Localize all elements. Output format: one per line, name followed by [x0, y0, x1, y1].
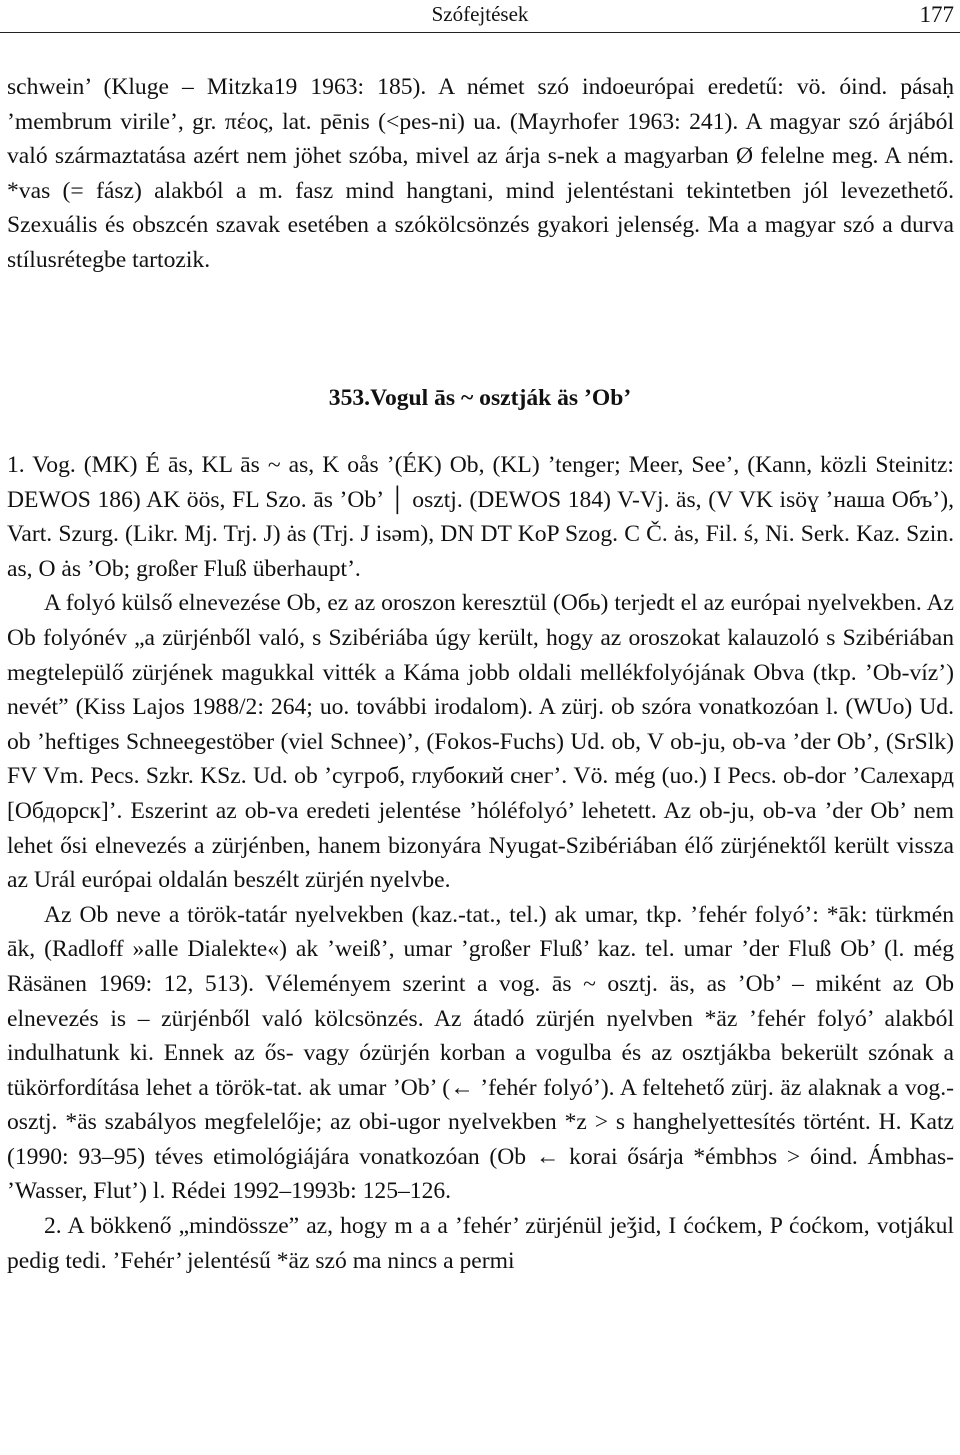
paragraph-1: 1. Vog. (MK) É ās, KL ās ~ as, K oås ’(ÉK) Ob, (KL) ’tenger; Meer, See’, (Kann, közli Steinitz: DEWOS 186) AK öös, FL Szo. ās ’Ob’ │ osztj. (DEWOS 184) V-Vj. äs, (V VK isöɣ ’наша Объ’), Vart. Szurg. (Likr. Mj. Trj. J) ȧs (Trj. J isəm), DN DT KoP Szog. C Č. ȧs, Fil. ś, Ni. Serk. Kaz. Szin. as, O ȧs ’Ob; großer Fluß überhaupt’.: [7, 452, 954, 582]
entry-body: [7, 448, 954, 1278]
entry-heading: 353.Vogul ās ~ osztják äs ’Ob’: [328, 385, 632, 411]
paragraph-4: 2. A bökkenő „mindössze” az, hogy m a a ’fehér’ zürjénül jeǯid, I ćoćkem, P ćoćkom, votjákul pedig tedi. ’Fehér’ jelentésű *äz szó ma nincs a permi: [7, 1213, 954, 1274]
paragraph-continuation: [7, 70, 954, 278]
paragraph-0: schwein’ (Kluge – Mitzka19 1963: 185). A német szó indoeurópai eredetű: vö. óind. pásaḥ ’membrum virile’, gr. πέος, lat. pēnis (<pes-ni) ua. (Mayrhofer 1963: 241). A magyar szó árjából való származtatása azért nem jöhet szóba, mivel az árja s-nek a magyarban Ø felelne meg. A ném. *vas (= fász) alakból a m. fasz mind hangtani, mind jelentéstani tekintetben jól levezethető. Szexuális és obszcén szavak esetében a szókölcsönzés gyakori jelenség. Ma a magyar szó a durva stílusrétegbe tartozik.: [7, 74, 954, 273]
paragraph-2: A folyó külső elnevezése Ob, ez az oroszon keresztül (Обь) terjedt el az európai nyelvekben. Az Ob folyónév „a zürjénből való, s Szibériába úgy került, hogy az oroszokat kalauzoló s Szibériában megtelepülő zürjének magukkal vitték a Káma jobb oldali mellékfolyójának Obva (tkp. ’Ob-víz’) nevét” (Kiss Lajos 1988/2: 264; uo. további irodalom). A zürj. ob szóra vonatkozóan l. (WUo) Ud. ob ’heftiges Schneegestöber (viel Schnee)’, (Fokos-Fuchs) Ud. ob, V ob-ju, ob-va ’der Ob’, (SrSlk) FV Vm. Pecs. Szkr. KSz. Ud. ob ’сугроб, глубокий снег’. Vö. még (uo.) I Pecs. ob-dor ’Салехард [Обдорск]’. Eszerint az ob-va eredeti jelentése ’hóléfolyó’ lehetett. Az ob-ju, ob-va ’der Ob’ nem lehet ősi elnevezés a zürjénben, hanem bizonyára Nyugat-Szibériában élő zürjénektől került vissza az Urál európai oldalán beszélt zürjén nyelvbe.: [7, 590, 954, 894]
page-header: [0, 0, 960, 34]
page-number: 177: [919, 2, 954, 27]
header-rule: [0, 32, 960, 33]
running-title: Szófejtések: [431, 2, 529, 26]
paragraph-3: Az Ob neve a török-tatár nyelvekben (kaz.-tat., tel.) ak umar, tkp. ’fehér folyó’: *āk: türkmén āk, (Radloff »alle Dialekte«) ak ’weiß’, umar ’großer Fluß’ kaz. tel. umar ’der Fluß Ob’ (l. még Räsänen 1969: 12, 513). Véleményem szerint a vog. ās ~ osztj. äs, as ’Ob’ – miként az Ob elnevezés is – zürjénből való kölcsönzés. Az átadó zürjén nyelvben *äz ’fehér folyó’ alakból indulhatunk ki. Ennek az ős- vagy ózürjén korban a vogulba és az osztjákba bekerült szónak a tükörfordítása lehet a török-tat. ak umar ’Ob’ (← ’fehér folyó’). A feltehető zürj. äz alaknak a vog.-osztj. *äs szabályos megfelelője; az obi-ugor nyelvekben *z > s hanghelyettesítés történt. H. Katz (1990: 93–95) téves etimológiájára vonatkozóan (Ob ← korai ősárja *émbhɔs > óind. Ámbhas- ’Wasser, Flut’) l. Rédei 1992–1993b: 125–126.: [7, 901, 954, 1205]
